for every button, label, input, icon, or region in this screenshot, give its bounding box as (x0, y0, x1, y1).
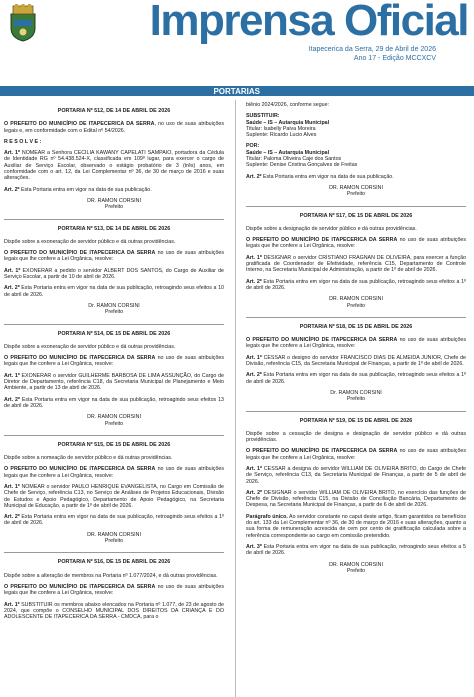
signer-role: Prefeito (346, 396, 366, 403)
preamble (4, 121, 224, 134)
preamble (4, 250, 224, 263)
article-label: Art. 1º (4, 372, 20, 379)
portaria-title: PORTARIA Nº 517, DE 15 DE ABRIL DE 2026 (299, 212, 413, 219)
signer-name: DR. RAMON CORSINI (329, 561, 383, 568)
substitute-titular: Titular: Isabelly Paiva Moreira (246, 125, 316, 132)
article-2 (246, 490, 466, 509)
paragraph-text: Ao servidor constante no caput deste artigo, ficam garantidos os benefícios do art. 133 da Lei Complementar nº 36, de 30 de março de 2016 e suas alterações, quanto a sua forma de remuneração acrescida de cem por cento de gratificação calculada sobre a referência correspondente ao cargo em comissão pretendido. (246, 513, 466, 539)
article-label: Art. 1º (246, 254, 262, 261)
article-text: Esta Portaria entra em vigor na data de sua publicação, retroagindo seus efeitos a 5 de abril de 2026. (246, 543, 466, 557)
substitute-suplente: Suplente: Ricardo Lucio Alves (246, 132, 317, 139)
article-1 (246, 255, 466, 274)
by-suplente: Suplente: Denise Cristina Gonçalves de Freitas (246, 162, 358, 169)
resolve-text: R E S O L V E : (4, 138, 42, 145)
by-titular: Titular: Paloma Oliveira Caje dos Santos (246, 156, 342, 163)
preamble-text: no uso de suas atribuições legais que lhe confere a Lei Orgânica, resolve: (246, 337, 466, 350)
portaria-title: PORTARIA Nº 519, DE 15 DE ABRIL DE 2026 (299, 417, 413, 424)
paragraph-label: Parágrafo único. (246, 513, 288, 520)
portaria-514 (4, 324, 224, 427)
section-band (0, 86, 474, 96)
article-text: CESSAR a designa do servidor WILLIAM DE OLIVEIRA BRITO, do Cargo de Chefe de Serviço, referência C13, da Secretaria Municipal de Finanças, a partir de 5 de abril de 2026. (246, 465, 466, 485)
article-label: Art. 2º (246, 372, 262, 379)
publication-title: Imprensa Oficial (149, 0, 468, 45)
article-label: Art. 2º (246, 489, 262, 496)
portaria-513 (4, 219, 224, 316)
article-text: Esta Portaria entra em vigor na data de sua publicação, retroagindo seus efeitos a 1º de abril de 2026. (246, 278, 466, 291)
article-label: Art. 2º (4, 396, 20, 403)
portaria-516-continued (246, 102, 466, 198)
preamble-bold: O PREFEITO DO MUNICÍPIO DE ITAPECERICA DA SERRA (246, 337, 398, 344)
signer-name: DR. RAMON CORSINI (329, 184, 383, 191)
article-1 (4, 602, 224, 621)
article-label: Art. 1º (4, 601, 20, 608)
signer-role: Prefeito (104, 204, 124, 211)
portaria-515 (4, 435, 224, 545)
preamble (246, 448, 466, 461)
by-org-text: Saúde – IS – Autarquia Municipal (246, 149, 330, 156)
portaria-title: PORTARIA Nº 516, DE 15 DE ABRIL DE 2026 (57, 559, 171, 566)
preamble (4, 466, 224, 479)
article-2 (246, 372, 466, 385)
issue-date: Itapecerica da Serra, 29 de Abril de 2026 (308, 46, 436, 53)
article-label: Art. 2º (4, 186, 20, 193)
article-text: DESIGNAR o servidor WILLIAM DE OLIVEIRA BRITO, no exercício das funções de Chefe de Divisão, referência C15, na Divisão de Conciliação Bancária, Departamento de Despesa, na Secretaria Municipal de Finanças, a partir de 6 de abril de 2026. (246, 489, 466, 509)
portaria-title: PORTARIA Nº 512, DE 14 DE ABRIL DE 2026 (57, 108, 171, 114)
article-label: Art. 2º (246, 278, 262, 285)
masthead (0, 0, 474, 86)
article-text: CESSAR o designo do servidor FRANCISCO DIAS DE ALMEIDA JUNIOR, Chefe de Divisão, referência C15, da Secretaria Municipal de Finanças, a partir de 1º de abril de 2026. (246, 354, 466, 368)
signer-name: DR. RAMON CORSINI (87, 197, 141, 204)
article-label: Art. 2º (4, 285, 20, 292)
preamble (4, 355, 224, 368)
preamble-text: no uso de suas atribuições legais que lhe confere a Lei Orgânica, resolve: (4, 466, 224, 479)
portaria-title: PORTARIA Nº 518, DE 15 DE ABRIL DE 2026 (299, 323, 413, 330)
by-label: POR: (246, 143, 260, 150)
article-label: Art. 1º (4, 483, 20, 490)
portaria-title: PORTARIA Nº 514, DE 15 DE ABRIL DE 2026 (57, 330, 171, 337)
section-title: PORTARIAS (213, 87, 260, 96)
issue-edition: Ano 17 - Edição MCCXCV (353, 55, 436, 62)
article-2 (4, 285, 224, 298)
signer-role: Prefeito (346, 567, 366, 574)
article-label: Art. 1º (4, 267, 21, 274)
article-1 (246, 466, 466, 485)
article-text: NOMEAR o servidor PAULO HENRIQUE EVANGELISTA, no Cargo em Comissão de Chefe de Serviço, referência C13, no Serviço de Análises de Projetos Educacionais, Divisão de Estudos e Apoio Pedagógico, Departamento de Apoio Pedagógico, na Secretaria Municipal de Educação, a partir de 1º de abril de 2026. (4, 483, 225, 509)
preamble-text: no uso de suas atribuições legais que lhe confere a Lei Orgânica, resolve: (4, 583, 224, 597)
signer-role: Prefeito (104, 309, 124, 316)
article-text: Esta Portaria entra em vigor na data de sua publicação, retroagindo seus efeitos a 1º de abril de 2026. (4, 514, 224, 527)
preamble-text: , no uso de suas atribuições legais e, em conformidade com o Edital nº 54/2026. (4, 121, 224, 134)
summary: Dispõe sobre a designação de servidor público e dá outras providências. (246, 225, 417, 232)
continuation-text: biênio 2024/2026, conforme segue: (246, 102, 330, 108)
signer-name: DR. RAMON CORSINI (329, 296, 383, 303)
article-2 (4, 187, 224, 193)
portaria-512 (4, 108, 224, 211)
article-text: EXONERAR o servidor GUILHERME BARBOSA DE LIMA ASSUNÇÃO, do Cargo de Diretor de Departamento, referência C18, da Secretaria Municipal de Planejamento e Meio Ambiente, a partir de 13 de abril de 2026. (4, 372, 224, 392)
article-text: Esta Portaria entra em vigor na data de sua publicação. (19, 186, 152, 193)
article-3 (246, 544, 466, 557)
preamble (246, 337, 466, 350)
article-2 (4, 397, 224, 410)
preamble-bold: O PREFEITO DO MUNICÍPIO DE ITAPECERICA DA SERRA (4, 121, 155, 128)
summary: Dispõe sobre a exoneração de servidor público e dá outras providências. (4, 238, 176, 245)
article-1 (4, 150, 224, 181)
signer-role: Prefeito (346, 191, 366, 198)
left-column (4, 108, 224, 628)
substitute-org-text: Saúde – IS – Autarquia Municipal (246, 119, 330, 126)
article-text: Esta Portaria entra em vigor na data de sua publicação. (261, 173, 394, 180)
article-2 (246, 279, 466, 292)
resolve-heading (4, 139, 224, 145)
column-divider (235, 100, 236, 697)
preamble-text: no uso de suas atribuições legais que lhe confere a Lei Orgânica, resolve: (246, 237, 466, 250)
portaria-519 (246, 411, 466, 575)
article-label: Art. 2º (246, 173, 262, 180)
article-text: NOMEAR a Senhora CECILIA KAWANY CAPELATI SAMPAIO, portadora da Cédula de Identidade RG nº 54.438.524-X, classificada em 109º lugar, para exercer o cargo de Auxiliar de Serviço Escolar, observado o estágio probatório de 3 (três) anos, em conformidade com o art. 12, da Lei Complementar nº 36, de 30 de março de 2016 e suas alterações. (4, 150, 224, 182)
article-text: SUBSTITUIR os membros abaixo elencados na Portaria nº 1.077, de 23 de agosto de 2024, que compõe o CONSELHO MUNICIPAL DOS DIREITOS DA CRIANÇA E DO ADOLESCENTE DE ITAPECERICA DA SERRA - CMDCA, para o (4, 601, 224, 621)
preamble-bold: O PREFEITO DO MUNICÍPIO DE ITAPECERICA DA SERRA (4, 583, 156, 590)
article-1 (4, 373, 224, 392)
signer-name: Dr. RAMON CORSINI (330, 389, 382, 396)
signer-name: DR. RAMON CORSINI (87, 531, 141, 538)
portaria-517 (246, 206, 466, 309)
municipal-crest-icon (8, 4, 38, 42)
article-text: EXONERAR a pedido o servidor ALBERT DOS SANTOS, do Cargo de Auxiliar de Serviço Escolar, a partir de 10 de abril de 2026. (4, 267, 224, 281)
signer-role: Prefeito (104, 420, 124, 427)
preamble-bold: O PREFEITO DO MUNICÍPIO DE ITAPECERICA DA SERRA (4, 250, 156, 257)
article-label: Art. 1º (4, 150, 20, 157)
article-1 (4, 268, 224, 281)
right-column (246, 102, 466, 582)
portaria-title: PORTARIA Nº 515, DE 15 DE ABRIL DE 2026 (57, 441, 171, 448)
preamble-bold: O PREFEITO DO MUNICÍPIO DE ITAPECERICA DA SERRA (4, 355, 156, 362)
preamble-bold: O PREFEITO DO MUNICÍPIO DE ITAPECERICA DA SERRA (246, 237, 398, 244)
article-label: Art. 1º (246, 465, 262, 472)
preamble-bold: O PREFEITO DO MUNICÍPIO DE ITAPECERICA DA SERRA (246, 448, 398, 455)
article-text: Esta Portaria entra em vigor na data de sua publicação, retroagindo seus efeitos a 1º de abril de 2026. (246, 372, 466, 385)
summary: Dispõe sobre a nomeação de servidor público e dá outras providências. (4, 455, 173, 462)
summary: Dispõe sobre a exoneração de servidor público e dá outras providências. (4, 343, 176, 350)
article-label: Art. 3º (246, 543, 262, 550)
substitute-label: SUBSTITUIR: (246, 113, 280, 120)
summary: Dispõe sobre a cessação de designa e designação de servidor público e dá outras providências. (246, 430, 466, 444)
preamble (4, 584, 224, 597)
preamble-text: no uso de suas atribuições legais que lhe confere a Lei Orgânica, resolve: (246, 448, 466, 461)
signer-role: Prefeito (104, 538, 124, 545)
portaria-516 (4, 552, 224, 620)
article-1 (4, 484, 224, 509)
article-text: Esta Portaria entra em vigor na data de sua publicação, retroagindo seus efeitos 13 de abril de 2026. (4, 396, 224, 409)
article-1 (246, 355, 466, 368)
signer-name: Dr. RAMON CORSINI (88, 302, 140, 309)
signer-role: Prefeito (346, 302, 366, 309)
article-2 (4, 514, 224, 527)
preamble (246, 237, 466, 250)
portaria-title: PORTARIA Nº 513, DE 14 DE ABRIL DE 2026 (57, 225, 171, 232)
preamble-bold: O PREFEITO DO MUNICÍPIO DE ITAPECERICA DA SERRA (4, 466, 156, 473)
portaria-518 (246, 317, 466, 403)
preamble-text: no uso de suas atribuições legais que lhe confere a Lei Orgânica, resolve: (4, 355, 224, 368)
preamble-text: no uso de suas atribuições legais que lhe confere a Lei Orgânica, resolve: (4, 250, 224, 263)
signer-name: DR. RAMON CORSINI (87, 414, 141, 421)
article-text: DESIGNAR o servidor CRISTIANO FRAGNAN DE OLIVEIRA, para exercer a função gratificada de Coordenador de Efetividade, referência C15, Departamento de Controle Interno, na Secretaria Municipal de Administração, a partir de 1º de abril de 2026. (246, 254, 466, 274)
article-label: Art. 2º (4, 514, 20, 521)
article-2 (246, 174, 466, 180)
paragraph-unico (246, 514, 466, 539)
article-label: Art. 1º (246, 354, 262, 361)
summary: Dispõe sobre a alteração de membros na Portaria nº 1.077/2024, e dá outras providências. (4, 572, 218, 579)
article-text: Esta Portaria entra em vigor na data de sua publicação, retroagindo seus efeitos a 10 de abril de 2026. (4, 285, 224, 298)
